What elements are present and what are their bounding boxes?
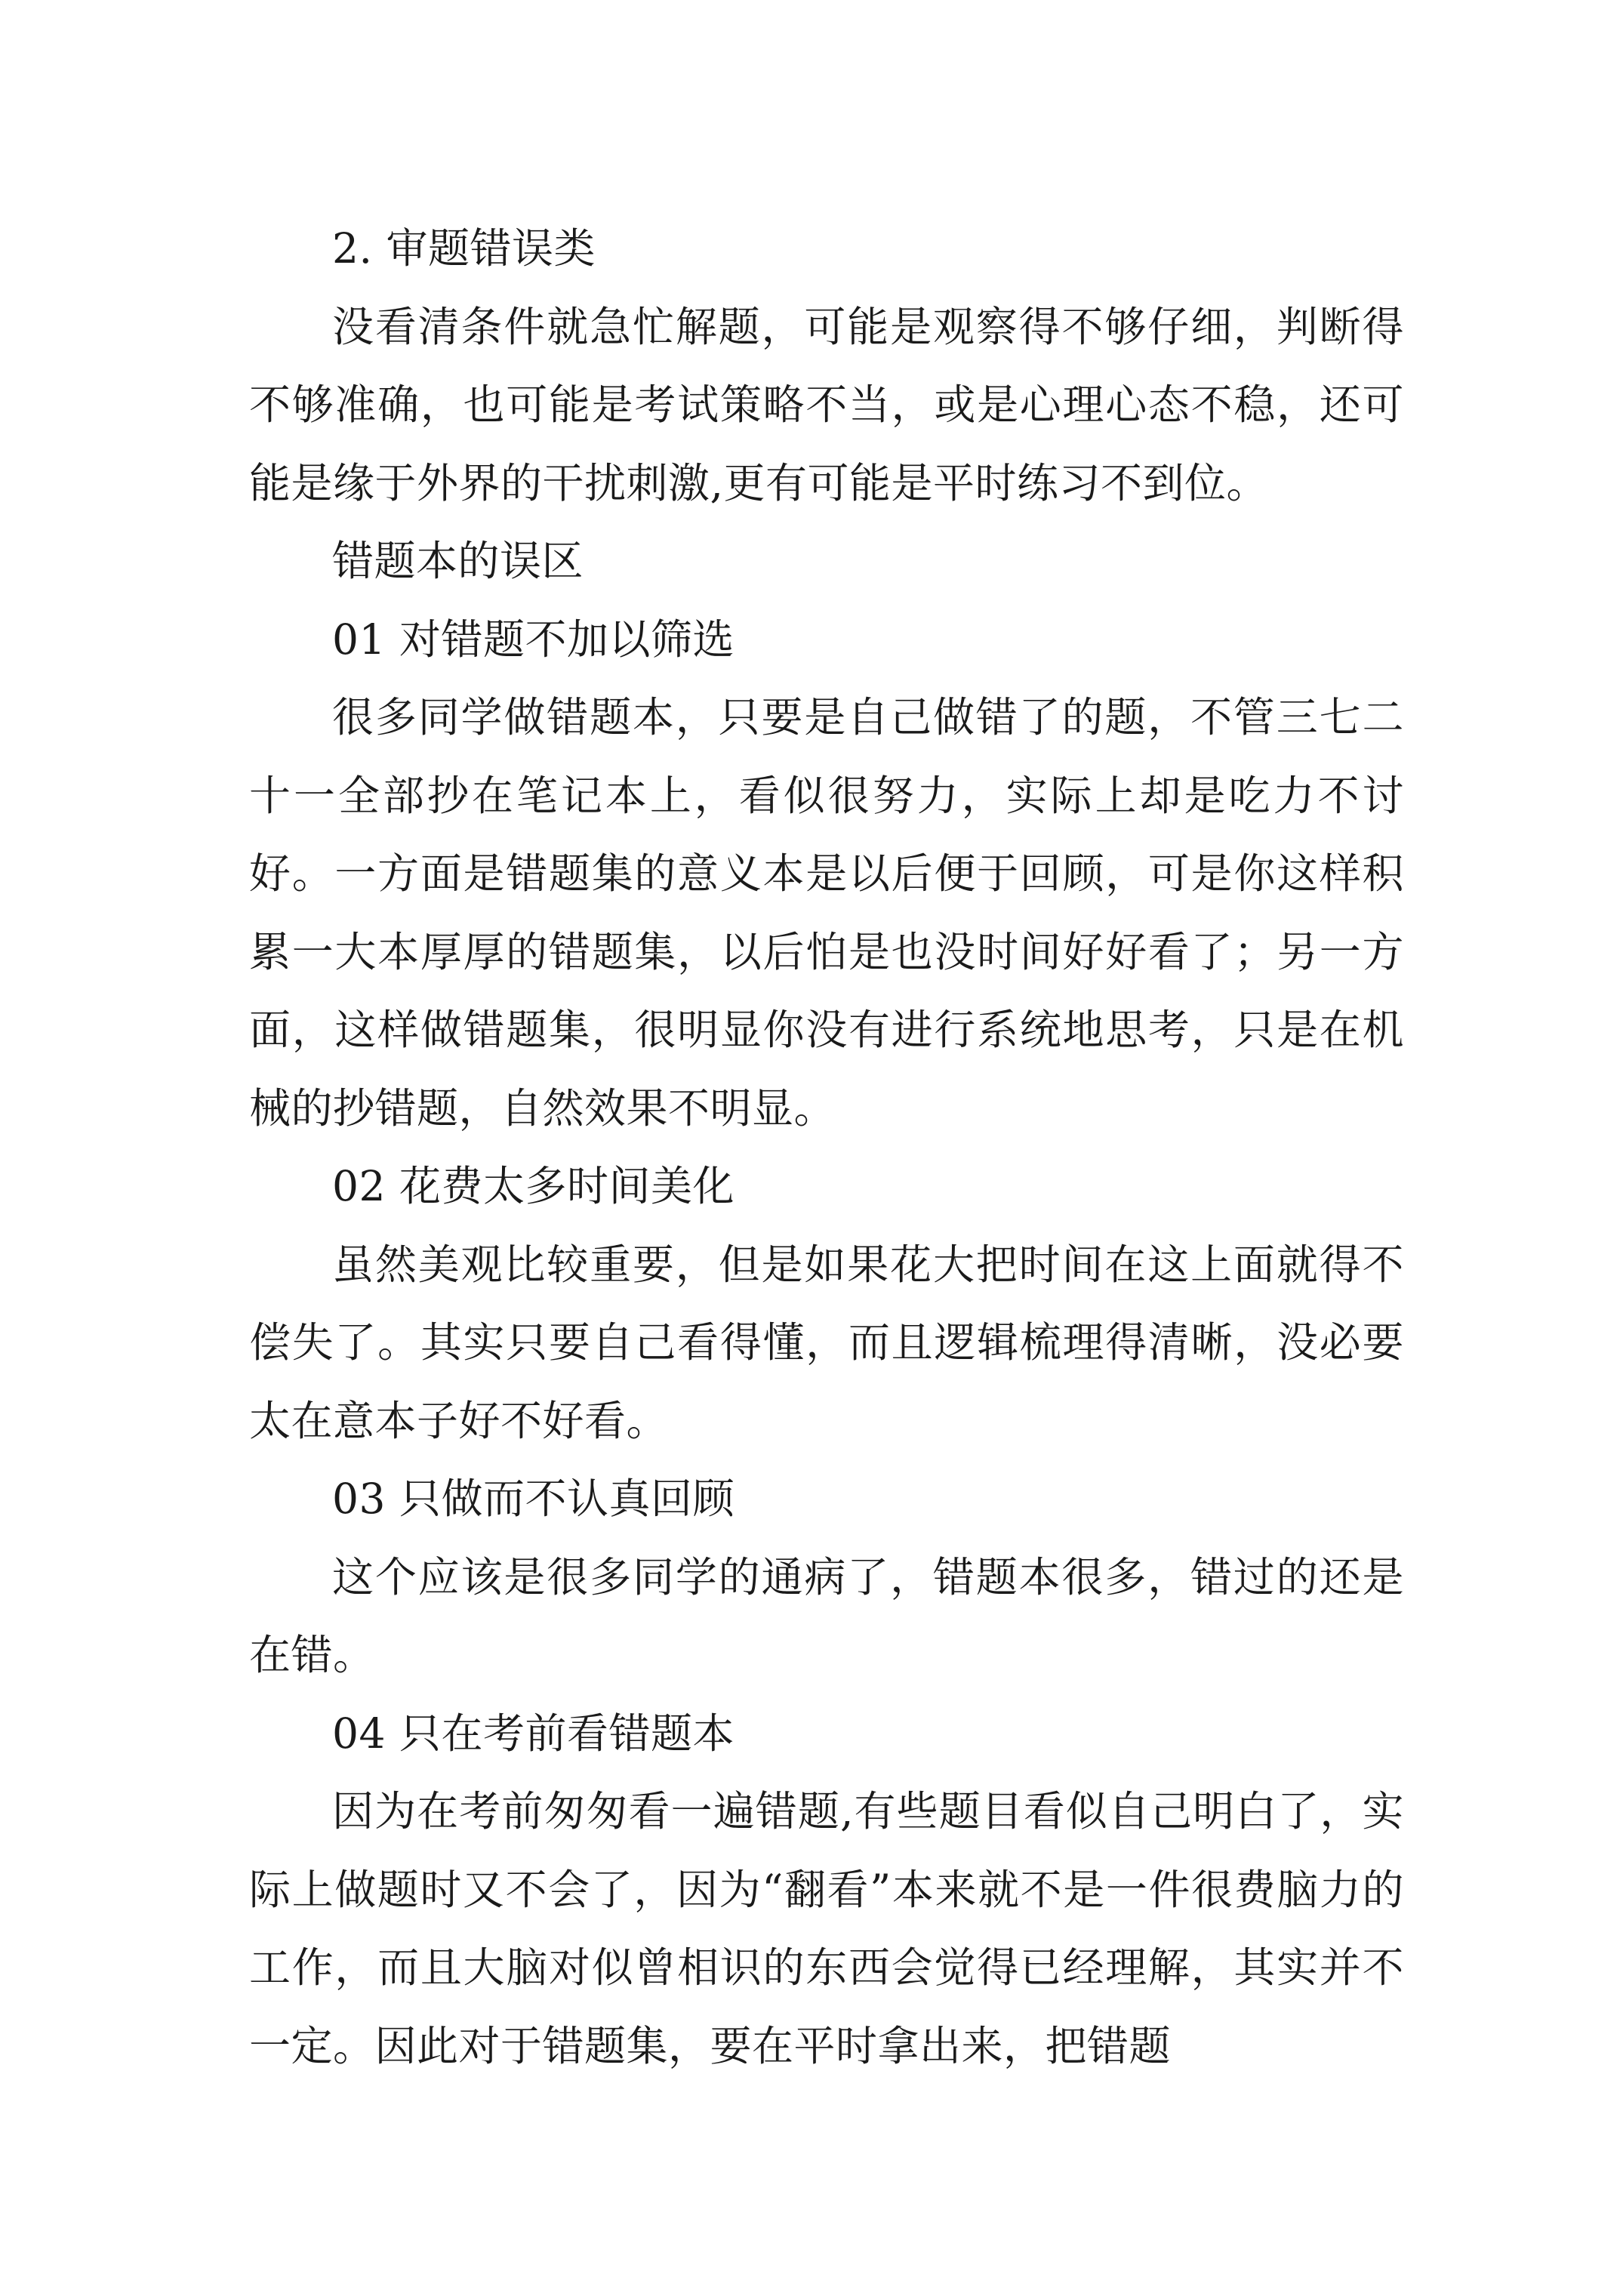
paragraph-03: 这个应该是很多同学的通病了，错题本很多，错过的还是在错。 <box>249 1552 1404 1679</box>
heading-misconceptions: 错题本的误区 <box>332 537 584 585</box>
heading-audit-errors: 2. 审题错误类 <box>332 224 596 273</box>
heading-04: 04 只在考前看错题本 <box>332 1709 735 1758</box>
paragraph-04: 因为在考前匆匆看一遍错题,有些题目看似自己明白了，实际上做题时又不会了，因为“翻看”本来就不是一件很费脑力的工作，而且大脑对似曾相识的东西会觉得已经理解，其实并不一定。因此对于错题集，要在平时拿出来，把错题 <box>249 1787 1404 2070</box>
heading-01: 01 对错题不加以筛选 <box>332 615 735 664</box>
paragraph-02: 虽然美观比较重要，但是如果花大把时间在这上面就得不偿失了。其实只要自己看得懂，而且逻辑梳理得清晰，没必要太在意本子好不好看。 <box>249 1240 1404 1445</box>
document-body <box>249 210 1404 2085</box>
heading-02: 02 花费太多时间美化 <box>332 1162 735 1210</box>
paragraph-01: 很多同学做错题本，只要是自己做错了的题，不管三七二十一全部抄在笔记本上，看似很努力，实际上却是吃力不讨好。一方面是错题集的意义本是以后便于回顾，可是你这样积累一大本厚厚的错题集，以后怕是也没时间好好看了；另一方面，这样做错题集，很明显你没有进行系统地思考，只是在机械的抄错题，自然效果不明显。 <box>249 693 1404 1133</box>
heading-03: 03 只做而不认真回顾 <box>332 1475 735 1523</box>
paragraph-audit-errors: 没看清条件就急忙解题，可能是观察得不够仔细，判断得不够准确，也可能是考试策略不当，或是心理心态不稳，还可能是缘于外界的干扰刺激,更有可能是平时练习不到位。 <box>249 302 1404 507</box>
